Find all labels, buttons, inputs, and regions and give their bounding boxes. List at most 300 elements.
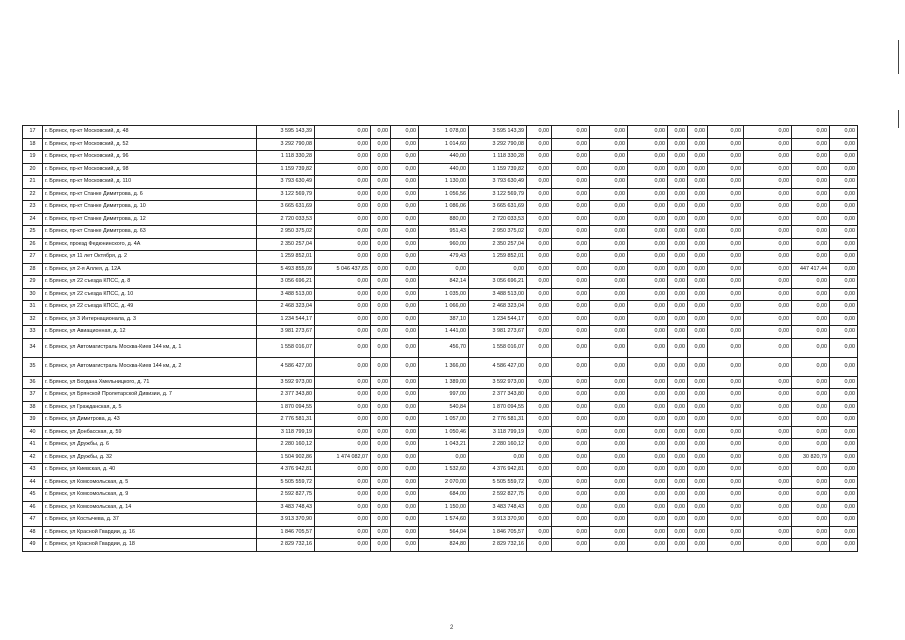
amount-cell: 0,00 bbox=[688, 213, 708, 226]
address-cell: г. Брянск, ул Авиационная, д. 12 bbox=[43, 326, 257, 339]
amount-cell: 0,00 bbox=[315, 539, 371, 552]
address-cell: г. Брянск, ул Автомагистраль Москва-Киев 144 км, д. 2 bbox=[43, 357, 257, 376]
amount-cell: 0,00 bbox=[590, 451, 628, 464]
amount-cell: 0,00 bbox=[744, 376, 792, 389]
amount-cell: 0,00 bbox=[628, 288, 668, 301]
row-number-cell: 38 bbox=[23, 401, 43, 414]
amount-cell: 1 050,46 bbox=[419, 426, 469, 439]
amount-cell: 0,00 bbox=[744, 163, 792, 176]
amount-cell: 0,00 bbox=[628, 514, 668, 527]
amount-cell: 0,00 bbox=[628, 263, 668, 276]
row-number-cell: 17 bbox=[23, 126, 43, 139]
amount-cell: 0,00 bbox=[792, 526, 830, 539]
amount-cell: 0,00 bbox=[391, 401, 419, 414]
amount-cell: 0,00 bbox=[668, 226, 688, 239]
amount-cell: 0,00 bbox=[830, 313, 858, 326]
amount-cell: 387,10 bbox=[419, 313, 469, 326]
amount-cell: 2 776 581,31 bbox=[469, 414, 527, 427]
amount-cell: 0,00 bbox=[391, 288, 419, 301]
amount-cell: 0,00 bbox=[668, 213, 688, 226]
amount-cell: 2 950 375,02 bbox=[257, 226, 315, 239]
amount-cell: 0,00 bbox=[590, 476, 628, 489]
table-row bbox=[23, 439, 858, 452]
amount-cell: 0,00 bbox=[391, 464, 419, 477]
table-row bbox=[23, 501, 858, 514]
amount-cell: 0,00 bbox=[590, 489, 628, 502]
amount-cell: 1 043,21 bbox=[419, 439, 469, 452]
amount-cell: 3 118 799,19 bbox=[469, 426, 527, 439]
amount-cell: 0,00 bbox=[391, 313, 419, 326]
amount-cell: 0,00 bbox=[590, 426, 628, 439]
address-cell: г. Брянск, ул Димитрова, д. 43 bbox=[43, 414, 257, 427]
amount-cell: 440,00 bbox=[419, 151, 469, 164]
address-cell: г. Брянск, ул Комсомольская, д. 9 bbox=[43, 489, 257, 502]
amount-cell: 1 366,00 bbox=[419, 357, 469, 376]
amount-cell: 1 234 544,17 bbox=[257, 313, 315, 326]
amount-cell: 0,00 bbox=[792, 251, 830, 264]
amount-cell: 0,00 bbox=[552, 489, 590, 502]
amount-cell: 0,00 bbox=[552, 176, 590, 189]
amount-cell: 1 574,60 bbox=[419, 514, 469, 527]
amount-cell: 479,43 bbox=[419, 251, 469, 264]
amount-cell: 0,00 bbox=[792, 188, 830, 201]
amount-cell: 0,00 bbox=[391, 276, 419, 289]
amount-cell: 0,00 bbox=[628, 464, 668, 477]
amount-cell: 0,00 bbox=[590, 213, 628, 226]
amount-cell: 0,00 bbox=[590, 464, 628, 477]
row-number-cell: 28 bbox=[23, 263, 43, 276]
amount-cell: 0,00 bbox=[590, 357, 628, 376]
amount-cell: 0,00 bbox=[527, 176, 552, 189]
amount-cell: 0,00 bbox=[315, 414, 371, 427]
amount-cell: 2 720 033,53 bbox=[257, 213, 315, 226]
amount-cell: 0,00 bbox=[744, 464, 792, 477]
amount-cell: 0,00 bbox=[552, 338, 590, 357]
amount-cell: 0,00 bbox=[708, 501, 744, 514]
amount-cell: 0,00 bbox=[590, 163, 628, 176]
amount-cell: 0,00 bbox=[792, 326, 830, 339]
amount-cell: 0,00 bbox=[552, 501, 590, 514]
amount-cell: 0,00 bbox=[527, 263, 552, 276]
row-number-cell: 48 bbox=[23, 526, 43, 539]
amount-cell: 880,00 bbox=[419, 213, 469, 226]
amount-cell: 1 389,00 bbox=[419, 376, 469, 389]
amount-cell: 0,00 bbox=[628, 451, 668, 464]
amount-cell: 0,00 bbox=[668, 238, 688, 251]
amount-cell: 3 118 799,19 bbox=[257, 426, 315, 439]
amount-cell: 0,00 bbox=[668, 526, 688, 539]
amount-cell: 2 592 827,75 bbox=[257, 489, 315, 502]
row-number-cell: 35 bbox=[23, 357, 43, 376]
row-number-cell: 42 bbox=[23, 451, 43, 464]
amount-cell: 842,14 bbox=[419, 276, 469, 289]
amount-cell: 0,00 bbox=[371, 126, 391, 139]
amount-cell: 0,00 bbox=[371, 338, 391, 357]
amount-cell: 0,00 bbox=[552, 539, 590, 552]
amount-cell: 0,00 bbox=[744, 539, 792, 552]
amount-cell: 0,00 bbox=[744, 514, 792, 527]
amount-cell: 0,00 bbox=[708, 489, 744, 502]
amount-cell: 1 118 330,28 bbox=[257, 151, 315, 164]
amount-cell: 0,00 bbox=[744, 288, 792, 301]
amount-cell: 0,00 bbox=[371, 201, 391, 214]
amount-cell: 0,00 bbox=[668, 501, 688, 514]
amount-cell: 0,00 bbox=[315, 301, 371, 314]
amount-cell: 0,00 bbox=[830, 301, 858, 314]
table-row bbox=[23, 514, 858, 527]
amount-cell: 0,00 bbox=[708, 526, 744, 539]
table-row bbox=[23, 476, 858, 489]
amount-cell: 0,00 bbox=[590, 201, 628, 214]
amount-cell: 0,00 bbox=[688, 226, 708, 239]
amount-cell: 3 122 569,79 bbox=[257, 188, 315, 201]
amount-cell: 0,00 bbox=[315, 514, 371, 527]
address-cell: г. Брянск, пр-кт Московский, д. 96 bbox=[43, 151, 257, 164]
amount-cell: 0,00 bbox=[552, 151, 590, 164]
row-number-cell: 41 bbox=[23, 439, 43, 452]
address-cell: г. Брянск, пр-кт Станке Димитрова, д. 6 bbox=[43, 188, 257, 201]
amount-cell: 3 913 370,90 bbox=[257, 514, 315, 527]
amount-cell: 3 793 630,49 bbox=[469, 176, 527, 189]
table-row bbox=[23, 263, 858, 276]
amount-cell: 0,00 bbox=[688, 414, 708, 427]
amount-cell: 0,00 bbox=[708, 263, 744, 276]
amount-cell: 0,00 bbox=[371, 376, 391, 389]
amount-cell: 0,00 bbox=[830, 476, 858, 489]
amount-cell: 0,00 bbox=[371, 389, 391, 402]
amount-cell: 0,00 bbox=[315, 313, 371, 326]
address-cell: г. Брянск, пр-кт Московский, д. 110 bbox=[43, 176, 257, 189]
amount-cell: 5 493 855,09 bbox=[257, 263, 315, 276]
amount-cell: 0,00 bbox=[708, 326, 744, 339]
amount-cell: 0,00 bbox=[371, 138, 391, 151]
amount-cell: 0,00 bbox=[315, 151, 371, 164]
amount-cell: 0,00 bbox=[708, 163, 744, 176]
amount-cell: 0,00 bbox=[628, 426, 668, 439]
amount-cell: 0,00 bbox=[744, 276, 792, 289]
amount-cell: 0,00 bbox=[552, 357, 590, 376]
address-cell: г. Брянск, ул 11 лет Октября, д. 2 bbox=[43, 251, 257, 264]
table-row bbox=[23, 414, 858, 427]
amount-cell: 0,00 bbox=[792, 439, 830, 452]
amount-cell: 0,00 bbox=[744, 401, 792, 414]
amount-cell: 0,00 bbox=[668, 176, 688, 189]
amount-cell: 0,00 bbox=[744, 238, 792, 251]
amount-cell: 0,00 bbox=[628, 201, 668, 214]
amount-cell: 0,00 bbox=[688, 376, 708, 389]
amount-cell: 2 468 323,04 bbox=[257, 301, 315, 314]
amount-cell: 0,00 bbox=[744, 201, 792, 214]
amount-cell: 0,00 bbox=[590, 376, 628, 389]
amount-cell: 3 665 631,69 bbox=[469, 201, 527, 214]
row-number-cell: 26 bbox=[23, 238, 43, 251]
amount-cell: 1 870 094,55 bbox=[469, 401, 527, 414]
amount-cell: 0,00 bbox=[830, 451, 858, 464]
amount-cell: 0,00 bbox=[590, 301, 628, 314]
amount-cell: 0,00 bbox=[371, 357, 391, 376]
amount-cell: 0,00 bbox=[688, 188, 708, 201]
amount-cell: 0,00 bbox=[371, 263, 391, 276]
amount-cell: 3 483 748,43 bbox=[469, 501, 527, 514]
amount-cell: 0,00 bbox=[668, 326, 688, 339]
amount-cell: 0,00 bbox=[391, 251, 419, 264]
amount-cell: 0,00 bbox=[590, 389, 628, 402]
amount-cell: 0,00 bbox=[744, 357, 792, 376]
amount-cell: 0,00 bbox=[668, 389, 688, 402]
amount-cell: 0,00 bbox=[371, 288, 391, 301]
amount-cell: 3 592 973,00 bbox=[257, 376, 315, 389]
row-number-cell: 39 bbox=[23, 414, 43, 427]
amount-cell: 0,00 bbox=[527, 251, 552, 264]
amount-cell: 0,00 bbox=[628, 389, 668, 402]
amount-cell: 0,00 bbox=[590, 439, 628, 452]
amount-cell: 0,00 bbox=[792, 276, 830, 289]
amount-cell: 0,00 bbox=[708, 238, 744, 251]
amount-cell: 0,00 bbox=[708, 451, 744, 464]
address-cell: г. Брянск, ул Богдана Хмельницкого, д. 71 bbox=[43, 376, 257, 389]
table-row bbox=[23, 213, 858, 226]
amount-cell: 5 505 559,72 bbox=[469, 476, 527, 489]
amount-cell: 0,00 bbox=[628, 301, 668, 314]
amount-cell: 0,00 bbox=[792, 357, 830, 376]
address-cell: г. Брянск, пр-кт Станке Димитрова, д. 12 bbox=[43, 213, 257, 226]
amount-cell: 0,00 bbox=[830, 414, 858, 427]
amount-cell: 0,00 bbox=[315, 251, 371, 264]
amount-cell: 0,00 bbox=[668, 163, 688, 176]
amount-cell: 0,00 bbox=[792, 176, 830, 189]
amount-cell: 0,00 bbox=[792, 476, 830, 489]
address-cell: г. Брянск, ул Гражданская, д. 5 bbox=[43, 401, 257, 414]
amount-cell: 0,00 bbox=[688, 476, 708, 489]
amount-cell: 0,00 bbox=[371, 514, 391, 527]
amount-cell: 0,00 bbox=[792, 201, 830, 214]
amount-cell: 0,00 bbox=[552, 464, 590, 477]
amount-cell: 0,00 bbox=[708, 226, 744, 239]
amount-cell: 0,00 bbox=[668, 401, 688, 414]
amount-cell: 1 259 852,01 bbox=[469, 251, 527, 264]
amount-cell: 0,00 bbox=[628, 326, 668, 339]
amount-cell: 0,00 bbox=[527, 226, 552, 239]
amount-cell: 0,00 bbox=[391, 338, 419, 357]
amount-cell: 0,00 bbox=[315, 476, 371, 489]
amount-cell: 0,00 bbox=[391, 176, 419, 189]
address-cell: г. Брянск, ул Дружбы, д. 32 bbox=[43, 451, 257, 464]
amount-cell: 0,00 bbox=[391, 357, 419, 376]
amount-cell: 0,00 bbox=[830, 126, 858, 139]
amount-cell: 0,00 bbox=[792, 426, 830, 439]
amount-cell: 0,00 bbox=[590, 326, 628, 339]
amount-cell: 0,00 bbox=[590, 176, 628, 189]
amount-cell: 0,00 bbox=[371, 301, 391, 314]
address-cell: г. Брянск, ул 2-я Аллея, д. 12А bbox=[43, 263, 257, 276]
amount-cell: 0,00 bbox=[688, 501, 708, 514]
page-edge-mark bbox=[898, 40, 899, 74]
amount-cell: 0,00 bbox=[527, 376, 552, 389]
amount-cell: 0,00 bbox=[391, 414, 419, 427]
amount-cell: 3 056 696,21 bbox=[257, 276, 315, 289]
housing-registry-table bbox=[22, 125, 858, 552]
amount-cell: 1 441,00 bbox=[419, 326, 469, 339]
amount-cell: 0,00 bbox=[708, 313, 744, 326]
amount-cell: 0,00 bbox=[391, 163, 419, 176]
amount-cell: 0,00 bbox=[371, 276, 391, 289]
amount-cell: 0,00 bbox=[688, 464, 708, 477]
amount-cell: 5 046 437,65 bbox=[315, 263, 371, 276]
amount-cell: 2 377 343,80 bbox=[469, 389, 527, 402]
amount-cell: 0,00 bbox=[688, 163, 708, 176]
amount-cell: 0,00 bbox=[391, 389, 419, 402]
amount-cell: 0,00 bbox=[668, 201, 688, 214]
amount-cell: 0,00 bbox=[315, 401, 371, 414]
amount-cell: 1 159 739,82 bbox=[469, 163, 527, 176]
amount-cell: 0,00 bbox=[688, 313, 708, 326]
amount-cell: 0,00 bbox=[708, 376, 744, 389]
amount-cell: 0,00 bbox=[315, 226, 371, 239]
amount-cell: 0,00 bbox=[371, 526, 391, 539]
amount-cell: 0,00 bbox=[315, 126, 371, 139]
amount-cell: 0,00 bbox=[688, 201, 708, 214]
amount-cell: 0,00 bbox=[371, 251, 391, 264]
address-cell: г. Брянск, ул Костычева, д. 37 bbox=[43, 514, 257, 527]
amount-cell: 0,00 bbox=[744, 151, 792, 164]
amount-cell: 0,00 bbox=[590, 414, 628, 427]
amount-cell: 0,00 bbox=[744, 489, 792, 502]
amount-cell: 0,00 bbox=[315, 238, 371, 251]
amount-cell: 0,00 bbox=[830, 138, 858, 151]
amount-cell: 0,00 bbox=[688, 238, 708, 251]
amount-cell: 0,00 bbox=[315, 188, 371, 201]
row-number-cell: 27 bbox=[23, 251, 43, 264]
amount-cell: 2 377 343,80 bbox=[257, 389, 315, 402]
amount-cell: 1 846 705,57 bbox=[257, 526, 315, 539]
amount-cell: 0,00 bbox=[792, 126, 830, 139]
amount-cell: 0,00 bbox=[792, 213, 830, 226]
amount-cell: 0,00 bbox=[830, 501, 858, 514]
amount-cell: 0,00 bbox=[527, 151, 552, 164]
amount-cell: 0,00 bbox=[628, 276, 668, 289]
amount-cell: 0,00 bbox=[668, 476, 688, 489]
amount-cell: 1 130,00 bbox=[419, 176, 469, 189]
table-row bbox=[23, 138, 858, 151]
amount-cell: 0,00 bbox=[419, 451, 469, 464]
amount-cell: 0,00 bbox=[792, 163, 830, 176]
row-number-cell: 21 bbox=[23, 176, 43, 189]
amount-cell: 1 558 016,07 bbox=[257, 338, 315, 357]
amount-cell: 0,00 bbox=[371, 426, 391, 439]
amount-cell: 0,00 bbox=[688, 276, 708, 289]
amount-cell: 0,00 bbox=[590, 313, 628, 326]
row-number-cell: 43 bbox=[23, 464, 43, 477]
amount-cell: 2 350 257,04 bbox=[469, 238, 527, 251]
amount-cell: 0,00 bbox=[527, 301, 552, 314]
amount-cell: 0,00 bbox=[527, 238, 552, 251]
amount-cell: 0,00 bbox=[469, 263, 527, 276]
amount-cell: 3 488 513,00 bbox=[469, 288, 527, 301]
amount-cell: 0,00 bbox=[552, 389, 590, 402]
amount-cell: 0,00 bbox=[708, 276, 744, 289]
amount-cell: 0,00 bbox=[830, 263, 858, 276]
amount-cell: 0,00 bbox=[668, 451, 688, 464]
amount-cell: 0,00 bbox=[688, 426, 708, 439]
amount-cell: 0,00 bbox=[668, 188, 688, 201]
row-number-cell: 32 bbox=[23, 313, 43, 326]
amount-cell: 0,00 bbox=[315, 176, 371, 189]
amount-cell: 0,00 bbox=[830, 464, 858, 477]
table-row bbox=[23, 357, 858, 376]
amount-cell: 0,00 bbox=[371, 213, 391, 226]
table-row bbox=[23, 276, 858, 289]
amount-cell: 1 118 330,28 bbox=[469, 151, 527, 164]
amount-cell: 0,00 bbox=[315, 163, 371, 176]
amount-cell: 0,00 bbox=[830, 439, 858, 452]
table-row bbox=[23, 126, 858, 139]
amount-cell: 0,00 bbox=[590, 151, 628, 164]
amount-cell: 0,00 bbox=[628, 357, 668, 376]
amount-cell: 0,00 bbox=[830, 176, 858, 189]
amount-cell: 0,00 bbox=[628, 401, 668, 414]
amount-cell: 0,00 bbox=[688, 151, 708, 164]
amount-cell: 0,00 bbox=[590, 263, 628, 276]
amount-cell: 0,00 bbox=[830, 426, 858, 439]
amount-cell: 0,00 bbox=[315, 288, 371, 301]
amount-cell: 2 950 375,02 bbox=[469, 226, 527, 239]
amount-cell: 0,00 bbox=[744, 338, 792, 357]
amount-cell: 0,00 bbox=[391, 238, 419, 251]
row-number-cell: 49 bbox=[23, 539, 43, 552]
amount-cell: 0,00 bbox=[527, 389, 552, 402]
amount-cell: 0,00 bbox=[792, 151, 830, 164]
amount-cell: 0,00 bbox=[391, 451, 419, 464]
amount-cell: 0,00 bbox=[708, 213, 744, 226]
amount-cell: 0,00 bbox=[744, 313, 792, 326]
amount-cell: 0,00 bbox=[792, 226, 830, 239]
amount-cell: 2 350 257,04 bbox=[257, 238, 315, 251]
amount-cell: 0,00 bbox=[708, 464, 744, 477]
amount-cell: 564,04 bbox=[419, 526, 469, 539]
amount-cell: 1 056,56 bbox=[419, 188, 469, 201]
amount-cell: 3 595 143,39 bbox=[257, 126, 315, 139]
address-cell: г. Брянск, ул Автомагистраль Москва-Киев 144 км, д. 1 bbox=[43, 338, 257, 357]
amount-cell: 0,00 bbox=[830, 357, 858, 376]
amount-cell: 0,00 bbox=[552, 251, 590, 264]
amount-cell: 0,00 bbox=[830, 188, 858, 201]
amount-cell: 0,00 bbox=[668, 464, 688, 477]
amount-cell: 5 505 559,72 bbox=[257, 476, 315, 489]
amount-cell: 0,00 bbox=[688, 126, 708, 139]
amount-cell: 0,00 bbox=[668, 426, 688, 439]
amount-cell: 0,00 bbox=[527, 326, 552, 339]
amount-cell: 1 870 094,55 bbox=[257, 401, 315, 414]
amount-cell: 0,00 bbox=[315, 426, 371, 439]
amount-cell: 1 035,00 bbox=[419, 288, 469, 301]
amount-cell: 0,00 bbox=[527, 163, 552, 176]
amount-cell: 0,00 bbox=[552, 313, 590, 326]
amount-cell: 0,00 bbox=[668, 357, 688, 376]
amount-cell: 0,00 bbox=[552, 226, 590, 239]
amount-cell: 0,00 bbox=[744, 188, 792, 201]
amount-cell: 4 586 427,00 bbox=[257, 357, 315, 376]
amount-cell: 0,00 bbox=[744, 226, 792, 239]
amount-cell: 0,00 bbox=[744, 476, 792, 489]
amount-cell: 0,00 bbox=[792, 138, 830, 151]
amount-cell: 0,00 bbox=[371, 401, 391, 414]
amount-cell: 0,00 bbox=[590, 188, 628, 201]
amount-cell: 4 376 942,81 bbox=[469, 464, 527, 477]
row-number-cell: 22 bbox=[23, 188, 43, 201]
table-row bbox=[23, 426, 858, 439]
amount-cell: 0,00 bbox=[552, 263, 590, 276]
amount-cell: 0,00 bbox=[628, 151, 668, 164]
